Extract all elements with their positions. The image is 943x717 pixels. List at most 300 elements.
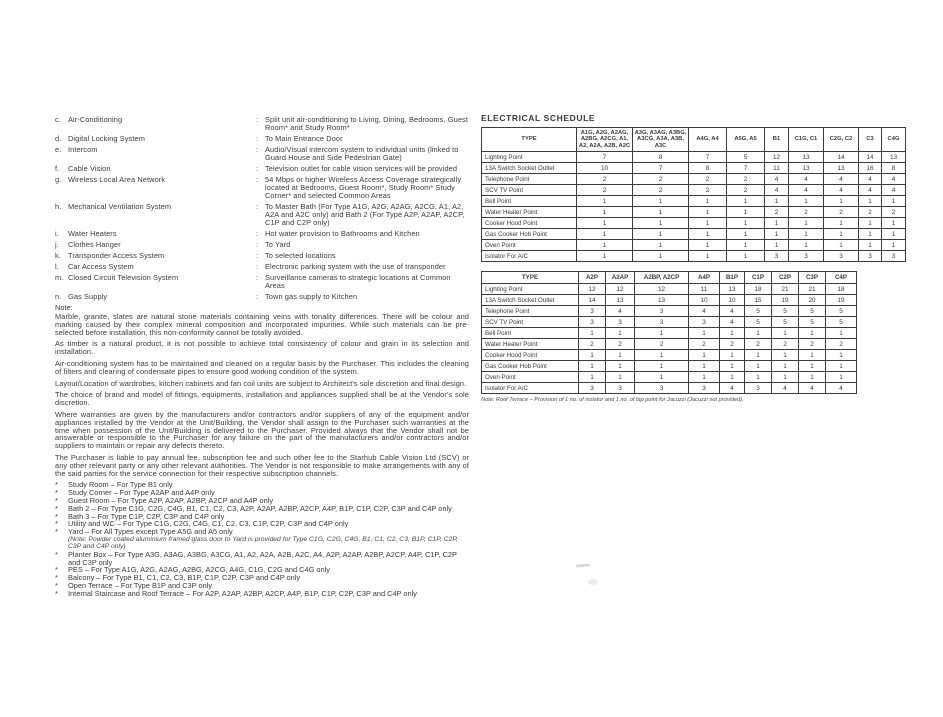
column-header: C3P [799, 272, 826, 284]
table-cell: 1 [633, 196, 689, 207]
spec-item [55, 293, 469, 301]
footnote-marker: * [55, 588, 58, 598]
electrical-schedule-section [481, 113, 907, 403]
footnote-text: Study Corner – For Type A2AP and A4P only [68, 488, 215, 498]
table-cell: 1 [606, 361, 635, 372]
footnote-marker: * [55, 495, 58, 505]
table-cell: 2 [689, 185, 727, 196]
table-1-body [482, 152, 906, 262]
spec-item-letter: n. [55, 292, 62, 301]
table-cell: 1 [633, 207, 689, 218]
column-header: C2G, C2 [824, 128, 859, 152]
row-label: Gas Cooker Hob Point [482, 229, 577, 240]
table-cell: 1 [772, 350, 799, 361]
table-cell: 2 [765, 207, 789, 218]
column-header: TYPE [482, 128, 577, 152]
spec-item-term: Cable Vision [68, 164, 111, 173]
table-row [482, 240, 906, 251]
note-paragraph: Air-conditioning system has to be maintained and cleaned on a regular basis by the Purchaser. This includes the cleaning of filters and clearing of condensate pipes to ensure good working condition of the system. [55, 358, 469, 376]
footnote-body [68, 551, 469, 567]
row-label: Telephone Point [482, 306, 579, 317]
table-cell: 3 [635, 306, 689, 317]
table-cell: 1 [789, 218, 824, 229]
table-row [482, 163, 906, 174]
table-cell: 4 [859, 174, 882, 185]
spec-item-term: Mechanical Ventilation System [68, 202, 172, 211]
table-cell: 3 [689, 383, 720, 394]
table-cell: 2 [882, 207, 906, 218]
table-cell: 3 [859, 251, 882, 262]
spec-item-description: To Main Entrance Door [265, 134, 343, 143]
table-cell: 19 [826, 295, 857, 306]
table-cell: 1 [826, 350, 857, 361]
table-cell: 1 [859, 240, 882, 251]
spec-item-description: Hot water provision to Bathrooms and Kitchen [265, 229, 420, 238]
table-cell: 1 [799, 350, 826, 361]
table-2-header [482, 272, 857, 284]
table-row [482, 174, 906, 185]
column-header: A3G, A3AG, A3BG, A3CG, A3A, A3B, A3C [633, 128, 689, 152]
spec-item-letter: k. [55, 251, 61, 260]
spec-item-description: 54 Mbps or higher Wireless Access Coverage strategically located at Bedrooms, Guest Room*, Study Room* Study Corner* and selected Common Areas [265, 175, 462, 200]
table-cell: 3 [765, 251, 789, 262]
electrical-schedule-note: Note: Roof Terrace – Provision of 1 no. of isolator and 1 no. of tap point for Jacuzzi (Jacuzzi not provided). [481, 397, 744, 404]
table-cell: 13 [824, 163, 859, 174]
table-cell: 1 [826, 372, 857, 383]
table-cell: 4 [824, 174, 859, 185]
table-cell: 1 [727, 196, 765, 207]
table-cell: 4 [826, 383, 857, 394]
spec-item-colon: : [256, 262, 259, 271]
table-cell: 1 [689, 251, 727, 262]
table-cell: 2 [772, 339, 799, 350]
table-cell: 5 [745, 317, 772, 328]
column-header: A2BP, A2CP [635, 272, 689, 284]
note-paragraph: The Purchaser is liable to pay annual fee, subscription fee and such other fee to the Starhub Cable Vision Ltd (SCV) or any other relevant party or any other relevant authorities. The Vendor is not responsible to make arrangements with any of the said parties for the service connection for their respective subscription channels. [55, 452, 469, 478]
table-cell: 14 [824, 152, 859, 163]
spec-item-term: Clothes Hanger [68, 240, 121, 249]
table-row [482, 372, 857, 383]
table-cell: 12 [765, 152, 789, 163]
spec-item-term: Transponder Access System [68, 251, 165, 260]
row-label: SCV TV Point [482, 185, 577, 196]
footnote-subnote: (Note: Powder coated aluminium framed glass door to Yard is provided for Type C1G, C2G, C4G, B1, C1, C2, C3, B1P, C1P, C2P, C3P and C4P only) [68, 535, 458, 551]
spec-list [55, 116, 469, 301]
spec-item-letter: g. [55, 175, 62, 184]
spec-item-term: Digital Locking System [68, 134, 145, 143]
footnote-marker: * [55, 503, 58, 513]
table-cell: 1 [577, 218, 633, 229]
spec-item-term: Car Access System [68, 262, 134, 271]
row-label: Telephone Point [482, 174, 577, 185]
note-paragraph: Marble, granite, slates are natural stone materials containing veins with tonality differences. There will be colour and marking caused by their complex mineral composition and incorporated impurities. While such materials can be pre-selected before installation, this non-conformity cannot be totally avoided. [55, 312, 469, 337]
table-cell: 1 [882, 229, 906, 240]
table-row [482, 339, 857, 350]
row-label: Cooker Hood Point [482, 218, 577, 229]
footnote-marker: * [55, 565, 58, 575]
note-paragraph: As timber is a natural product, it is not possible to achieve total consistency of colour and grain in its selection and installation. [55, 339, 469, 357]
table-row [482, 361, 857, 372]
row-label: Lighting Point [482, 152, 577, 163]
column-header: C4G [882, 128, 906, 152]
table-cell: 1 [606, 350, 635, 361]
row-label: Isolator For A/C [482, 251, 577, 262]
table-cell: 2 [720, 339, 745, 350]
table-cell: 7 [577, 152, 633, 163]
spec-item-description: Television outlet for cable vision services will be provided [265, 164, 458, 173]
footnote-text: Balcony – For Type B1, C1, C2, C3, B1P, C1P, C2P, C3P and C4P only [68, 573, 301, 583]
table-cell: 2 [633, 185, 689, 196]
table-cell: 4 [689, 306, 720, 317]
spec-item-colon: : [256, 292, 259, 301]
table-cell: 1 [824, 218, 859, 229]
table-cell: 2 [826, 339, 857, 350]
row-label: Cooker Hood Point [482, 350, 579, 361]
spec-item-term: Wireless Local Area Network [68, 175, 166, 184]
table-cell: 11 [765, 163, 789, 174]
note-paragraph: Where warranties are given by the manufacturers and/or contractors and/or suppliers of any of the equipment and/or appliances installed by the Vendor at the Unit/Building, the Vendor shall assign to the Purchaser such warranties at the time when possession of the Unit/Building is delivered to the Purchaser. Provided always that the Vendor shall not be answerable or responsible to the Purchaser for any failure on the part of the manufacturers and/or contractors and/or suppliers to maintain or repair any defects thereto. [55, 409, 469, 451]
row-label: Water Heater Point [482, 207, 577, 218]
table-cell: 3 [882, 251, 906, 262]
table-cell: 7 [727, 163, 765, 174]
table-cell: 1 [745, 328, 772, 339]
spec-item-description: Town gas supply to Kitchen [265, 292, 358, 301]
table-cell: 3 [635, 317, 689, 328]
table-cell: 13 [635, 295, 689, 306]
table-cell: 2 [606, 339, 635, 350]
spec-item-letter: j. [55, 240, 59, 249]
column-header: C1G, C1 [789, 128, 824, 152]
table-cell: 1 [824, 229, 859, 240]
row-label: Oven Point [482, 240, 577, 251]
table-cell: 5 [826, 306, 857, 317]
table-cell: 4 [720, 317, 745, 328]
table-cell: 1 [606, 372, 635, 383]
table-cell: 1 [633, 240, 689, 251]
table-cell: 4 [799, 383, 826, 394]
spec-item-description: To selected locations [265, 251, 336, 260]
table-cell: 1 [824, 240, 859, 251]
table-row [482, 152, 906, 163]
spec-item-letter: f. [55, 164, 60, 173]
table-cell: 1 [720, 372, 745, 383]
spec-item [55, 135, 469, 143]
table-cell: 1 [689, 372, 720, 383]
table-cell: 1 [745, 361, 772, 372]
table-cell: 1 [606, 328, 635, 339]
table-cell: 1 [577, 207, 633, 218]
spec-item-letter: d. [55, 134, 62, 143]
table-cell: 1 [720, 328, 745, 339]
table-cell: 1 [859, 229, 882, 240]
scan-artifact [588, 579, 598, 585]
table-row [482, 350, 857, 361]
spec-item-term: Gas Supply [68, 292, 108, 301]
table-cell: 21 [772, 284, 799, 295]
table-cell: 1 [577, 196, 633, 207]
table-cell: 21 [799, 284, 826, 295]
column-header: C2P [772, 272, 799, 284]
column-header: B1 [765, 128, 789, 152]
table-cell: 2 [745, 339, 772, 350]
spec-item-description: To Yard [265, 240, 291, 249]
table-cell: 1 [772, 372, 799, 383]
spec-item [55, 241, 469, 249]
table-cell: 1 [824, 196, 859, 207]
table-cell: 1 [859, 196, 882, 207]
table-cell: 1 [826, 328, 857, 339]
table-cell: 8 [882, 163, 906, 174]
table-cell: 2 [727, 174, 765, 185]
table-cell: 4 [882, 174, 906, 185]
row-label: Bell Point [482, 196, 577, 207]
spec-item-colon: : [256, 240, 259, 249]
spec-item-letter: i. [55, 229, 59, 238]
table-cell: 1 [765, 218, 789, 229]
table-cell: 2 [577, 185, 633, 196]
row-label: Water Heater Point [482, 339, 579, 350]
table-cell: 16 [859, 163, 882, 174]
table-cell: 1 [689, 361, 720, 372]
table-cell: 2 [577, 174, 633, 185]
footnote-marker: * [55, 573, 58, 583]
column-header: C4P [826, 272, 857, 284]
table-cell: 12 [635, 284, 689, 295]
spec-item-colon: : [256, 145, 259, 154]
table-row [482, 383, 857, 394]
table-cell: 3 [606, 383, 635, 394]
footnote-text: Internal Staircase and Roof Terrace – For A2P, A2AP, A2BP, A2CP, A4P, B1P, C1P, C2P, C3P and C4P only [68, 588, 417, 598]
footnote-list [55, 481, 469, 597]
spec-item-description: Electronic parking system with the use of transponder [265, 262, 446, 271]
table-cell: 3 [689, 317, 720, 328]
spec-item-term: Intercom [68, 145, 98, 154]
row-label: SCV TV Point [482, 317, 579, 328]
spec-item-colon: : [256, 115, 259, 124]
table-cell: 1 [789, 196, 824, 207]
table-cell: 3 [789, 251, 824, 262]
table-cell: 1 [579, 372, 606, 383]
table-cell: 1 [765, 229, 789, 240]
table-cell: 7 [633, 163, 689, 174]
row-label: Isolator For A/C [482, 383, 579, 394]
table-row [482, 295, 857, 306]
spec-item [55, 116, 469, 132]
table-row [482, 196, 906, 207]
table-cell: 1 [772, 361, 799, 372]
column-header: TYPE [482, 272, 579, 284]
table-cell: 2 [633, 174, 689, 185]
table-cell: 13 [789, 163, 824, 174]
spec-item [55, 203, 469, 227]
electrical-schedule-table-2 [481, 271, 857, 394]
spec-item-description: Split unit air-conditioning to Living, Dining, Bedrooms, Guest Room* and Study Room* [265, 115, 468, 132]
table-cell: 1 [745, 350, 772, 361]
table-cell: 5 [826, 317, 857, 328]
table-cell: 5 [772, 306, 799, 317]
footnote-item [55, 551, 469, 567]
spec-item-letter: h. [55, 202, 62, 211]
table-cell: 8 [633, 152, 689, 163]
table-cell: 1 [789, 240, 824, 251]
table-cell: 4 [765, 185, 789, 196]
table-cell: 1 [635, 328, 689, 339]
row-label: 13A Switch Socket Outlet [482, 163, 577, 174]
table-cell: 1 [579, 361, 606, 372]
table-cell: 3 [606, 317, 635, 328]
table-cell: 14 [579, 295, 606, 306]
footnote-marker: * [55, 519, 58, 529]
table-cell: 1 [882, 196, 906, 207]
footnote-marker: * [55, 488, 58, 498]
table-cell: 14 [859, 152, 882, 163]
table-cell: 1 [765, 240, 789, 251]
table-cell: 5 [772, 317, 799, 328]
table-cell: 1 [720, 361, 745, 372]
spec-item-description: Surveillance cameras to strategic locations at Common Areas [265, 273, 451, 290]
table-cell: 3 [579, 317, 606, 328]
spec-item [55, 263, 469, 271]
electrical-schedule-title: ELECTRICAL SCHEDULE [481, 113, 596, 123]
table-cell: 13 [882, 152, 906, 163]
table-cell: 2 [727, 185, 765, 196]
table-cell: 1 [689, 196, 727, 207]
spec-item [55, 252, 469, 260]
table-cell: 3 [579, 306, 606, 317]
scan-artifact [576, 564, 590, 568]
footnote-text: Utility and WC – For Type C1G, C2G, C4G, C1, C2, C3, C1P, C2P, C3P and C4P only [68, 519, 349, 529]
table-cell: 3 [635, 383, 689, 394]
table-cell: 1 [689, 207, 727, 218]
spec-item-colon: : [256, 202, 259, 211]
table-cell: 1 [727, 207, 765, 218]
table-cell: 1 [689, 229, 727, 240]
table-cell: 2 [859, 207, 882, 218]
table-cell: 1 [579, 350, 606, 361]
table-cell: 1 [799, 328, 826, 339]
spec-item-colon: : [256, 175, 259, 184]
table-cell: 1 [727, 251, 765, 262]
spec-item-colon: : [256, 164, 259, 173]
table-cell: 10 [577, 163, 633, 174]
table-cell: 4 [772, 383, 799, 394]
footnote-text: Open Terrace – For Type B1P and C3P only [68, 580, 213, 590]
row-label: Oven Point [482, 372, 579, 383]
table-header-row [482, 128, 906, 152]
table-cell: 1 [727, 218, 765, 229]
table-cell: 18 [826, 284, 857, 295]
table-cell: 19 [772, 295, 799, 306]
table-cell: 1 [799, 361, 826, 372]
footnote-marker: * [55, 580, 58, 590]
note-paragraphs [55, 313, 469, 477]
table-cell: 4 [765, 174, 789, 185]
footnote-body [68, 528, 469, 551]
table-row [482, 284, 857, 295]
spec-item-colon: : [256, 229, 259, 238]
table-cell: 3 [824, 251, 859, 262]
spec-item [55, 146, 469, 162]
spec-item-term: Air-Conditioning [68, 115, 123, 124]
spec-item-colon: : [256, 273, 259, 282]
table-cell: 1 [577, 251, 633, 262]
footnote-text: Yard – For All Types except Type A5G and A5 only [68, 527, 233, 537]
table-cell: 1 [826, 361, 857, 372]
footnote-marker: * [55, 480, 58, 490]
note-paragraph: The choice of brand and model of fittings, equipments, installation and appliances supplied shall be at the Vendor's sole discretion. [55, 390, 469, 408]
table-cell: 1 [633, 229, 689, 240]
table-cell: 1 [745, 372, 772, 383]
column-header: C3 [859, 128, 882, 152]
spec-item-letter: m. [55, 273, 64, 282]
footnote-text: PES – For Type A1G, A2G, A2AG, A2BG, A2CG, A4G, C1G, C2G and C4G only [68, 565, 330, 575]
spec-item [55, 230, 469, 238]
table-cell: 1 [689, 218, 727, 229]
column-header: A4G, A4 [689, 128, 727, 152]
table-cell: 1 [633, 251, 689, 262]
table-2-body [482, 284, 857, 394]
table-cell: 4 [789, 174, 824, 185]
spec-item [55, 165, 469, 173]
table-cell: 1 [635, 350, 689, 361]
table-cell: 4 [824, 185, 859, 196]
table-cell: 4 [606, 306, 635, 317]
row-label: Gas Cooker Hob Point [482, 361, 579, 372]
column-header: A2AP [606, 272, 635, 284]
electrical-schedule-table-1 [481, 127, 906, 262]
footnote-text: Planter Box – For Type A3G, A3AG, A3BG, A3CG, A1, A2, A2A, A2B, A2C, A4, A2P, A2AP, A2BP, A2CP, A4P, C1P, C2P and C3P only [68, 549, 457, 567]
table-cell: 13 [606, 295, 635, 306]
table-row [482, 185, 906, 196]
table-cell: 13 [789, 152, 824, 163]
footnote-text: Guest Room – For Type A2P, A2AP, A2BP, A2CP and A4P only [68, 495, 274, 505]
table-cell: 11 [689, 284, 720, 295]
table-cell: 12 [606, 284, 635, 295]
table-cell: 1 [772, 328, 799, 339]
table-cell: 1 [720, 350, 745, 361]
footnote-marker: * [55, 511, 58, 521]
table-cell: 4 [882, 185, 906, 196]
table-row [482, 306, 857, 317]
table-row [482, 207, 906, 218]
table-cell: 1 [799, 372, 826, 383]
table-cell: 1 [577, 229, 633, 240]
spec-item-description: Audio/Visual intercom system to individual units (linked to Guard House and Side Pedestrian Gate) [265, 145, 459, 162]
spec-item-letter: c. [55, 115, 61, 124]
table-cell: 4 [720, 306, 745, 317]
table-cell: 10 [689, 295, 720, 306]
spec-item-letter: l. [55, 262, 59, 271]
table-cell: 1 [882, 240, 906, 251]
table-cell: 2 [824, 207, 859, 218]
table-cell: 2 [799, 339, 826, 350]
table-cell: 2 [789, 207, 824, 218]
table-cell: 2 [579, 339, 606, 350]
footnote-item [55, 528, 469, 551]
table-cell: 1 [579, 328, 606, 339]
footnote-text: Study Room – For Type B1 only [68, 480, 173, 490]
table-cell: 1 [727, 229, 765, 240]
table-cell: 2 [635, 339, 689, 350]
column-header: A5G, A5 [727, 128, 765, 152]
footnote-marker: * [55, 549, 58, 559]
table-cell: 1 [689, 350, 720, 361]
table-cell: 5 [745, 306, 772, 317]
spec-item-colon: : [256, 251, 259, 260]
table-cell: 7 [689, 152, 727, 163]
table-cell: 3 [579, 383, 606, 394]
table-cell: 1 [765, 196, 789, 207]
